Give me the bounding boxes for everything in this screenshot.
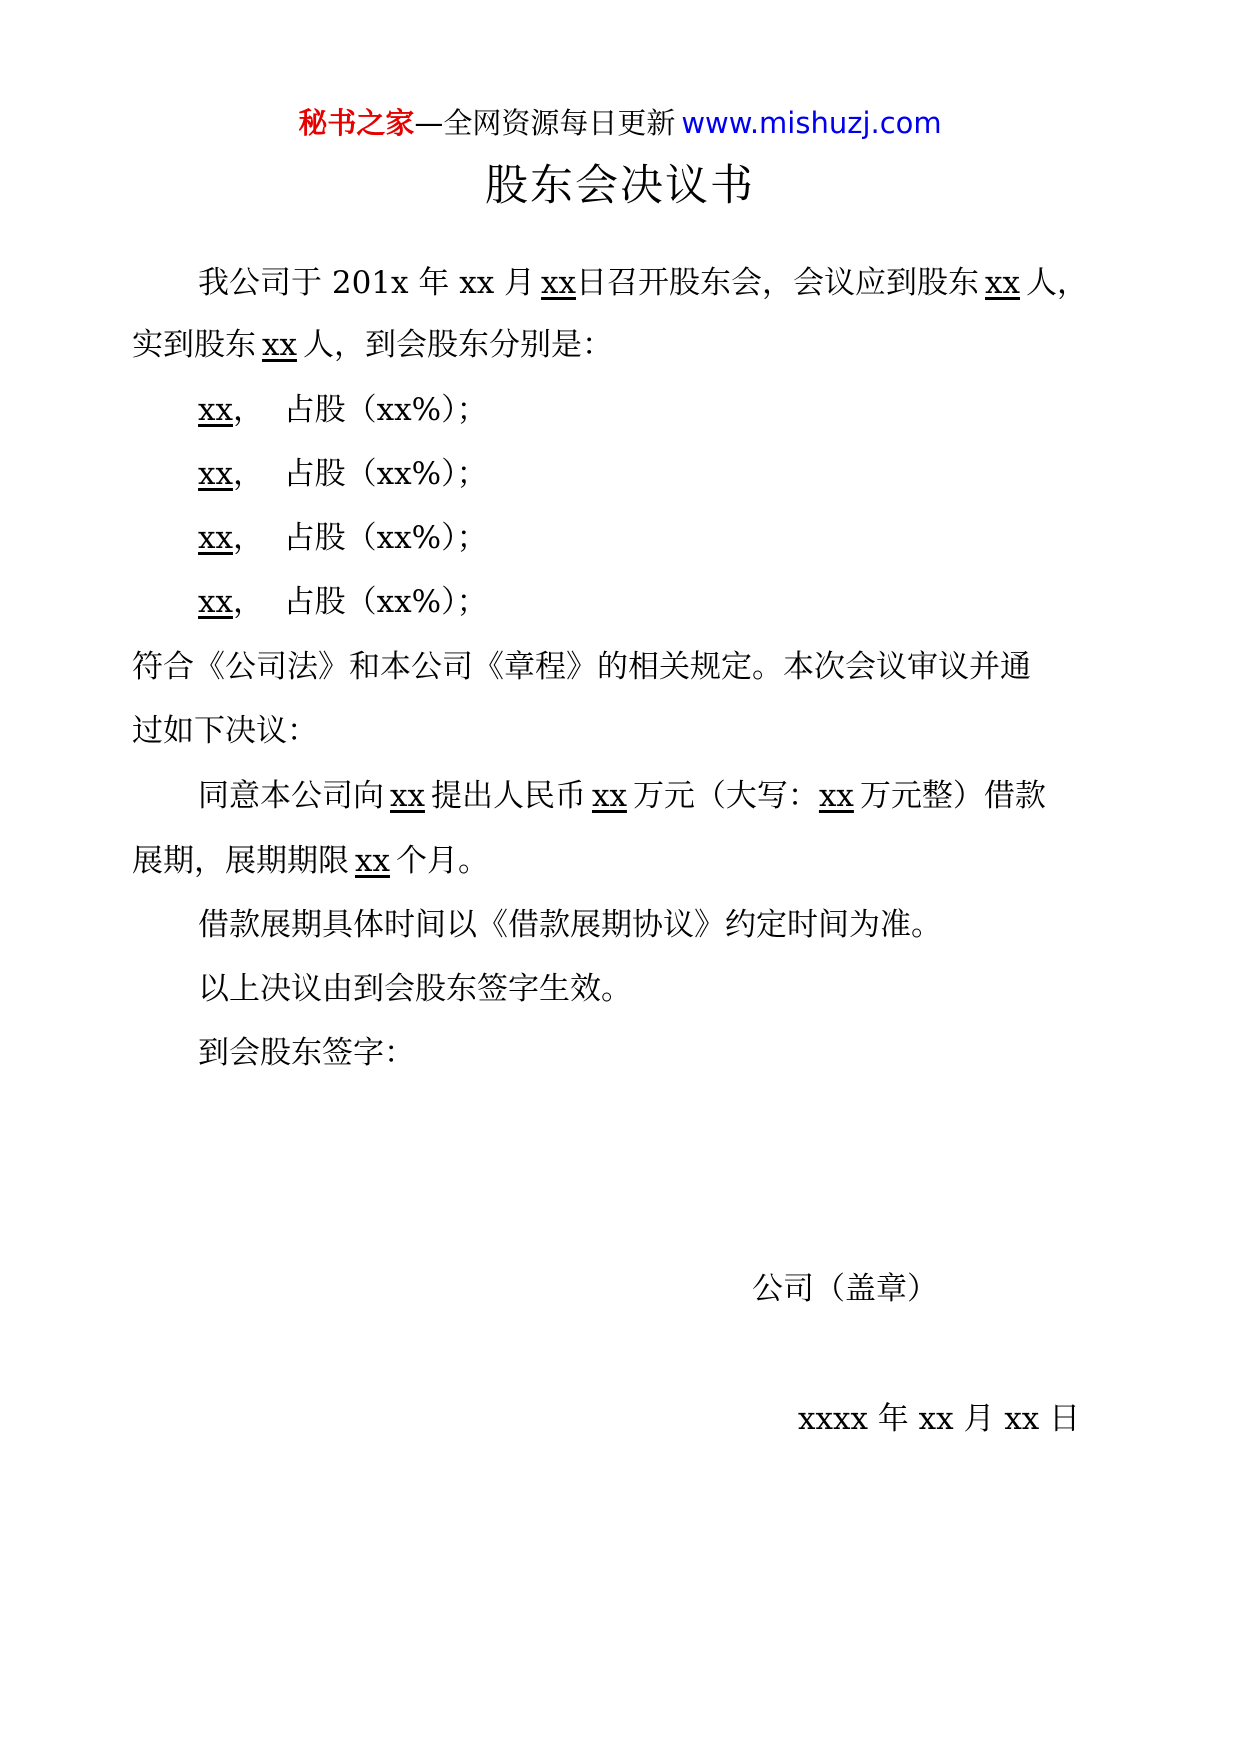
site-banner	[0, 100, 1240, 146]
shareholder-share-text: ， 占股（xx%）；	[232, 392, 488, 428]
shareholder-row	[132, 387, 1198, 433]
meeting-line-1	[132, 260, 1198, 306]
term-paragraph: 借款展期具体时间以《借款展期协议》约定时间为准。	[198, 907, 942, 943]
resolution-text: 同意本公司向	[198, 778, 384, 814]
shareholder-name-blank: xx	[198, 456, 233, 492]
resolution-line-2	[132, 838, 1132, 884]
amount-blank: xx	[591, 778, 627, 814]
compliance-line-2: 过如下决议：	[132, 713, 318, 749]
banner-tagline: —全网资源每日更新	[414, 106, 676, 140]
shareholder-share-text: ， 占股（xx%）；	[232, 520, 488, 556]
resolution-line-1	[132, 773, 1198, 819]
amount-capital-blank: xx	[818, 778, 854, 814]
document-date: xxxx 年 xx 月 xx 日	[798, 1401, 1081, 1437]
meeting-text-end: 人，	[1025, 265, 1088, 301]
banner-url-link[interactable]: www.mishuzj.com	[681, 106, 942, 140]
shareholder-share-text: ， 占股（xx%）；	[232, 584, 488, 620]
resolution-text: 万元（大写：	[632, 778, 819, 814]
shareholder-name-blank: xx	[198, 520, 233, 556]
shareholder-row	[132, 579, 1198, 625]
resolution-text: 提出人民币	[430, 778, 586, 814]
shareholder-row	[132, 515, 1198, 561]
meeting-date-text: 我公司于 201x 年 xx 月	[198, 265, 536, 301]
meeting-day-blank: xx	[541, 265, 577, 301]
resolution-text: 展期，展期期限	[132, 843, 349, 879]
resolution-text: 万元整）借款	[859, 778, 1046, 814]
expected-count-blank: xx	[985, 265, 1020, 301]
attended-count-blank: xx	[262, 327, 297, 363]
shareholder-row	[132, 451, 1198, 497]
company-seal-label: 公司（盖章）	[752, 1271, 938, 1307]
months-blank: xx	[355, 843, 390, 879]
signature-label: 到会股东签字：	[198, 1035, 415, 1071]
shareholder-name-blank: xx	[198, 392, 233, 428]
document-title: 股东会决议书	[485, 161, 755, 211]
attended-text: 实到股东	[132, 327, 256, 363]
resolution-text: 个月。	[395, 843, 489, 879]
banner-brand: 秘书之家	[298, 106, 415, 140]
meeting-line-2	[132, 322, 1132, 368]
effect-paragraph: 以上决议由到会股东签字生效。	[198, 971, 632, 1007]
attendees-intro: 人，到会股东分别是：	[302, 327, 613, 363]
shareholder-name-blank: xx	[198, 584, 233, 620]
shareholder-share-text: ， 占股（xx%）；	[232, 456, 488, 492]
lender-blank: xx	[390, 778, 425, 814]
compliance-line-1: 符合《公司法》和本公司《章程》的相关规定。本次会议审议并通	[132, 649, 1031, 685]
meeting-text: 日召开股东会，会议应到股东	[576, 265, 980, 301]
